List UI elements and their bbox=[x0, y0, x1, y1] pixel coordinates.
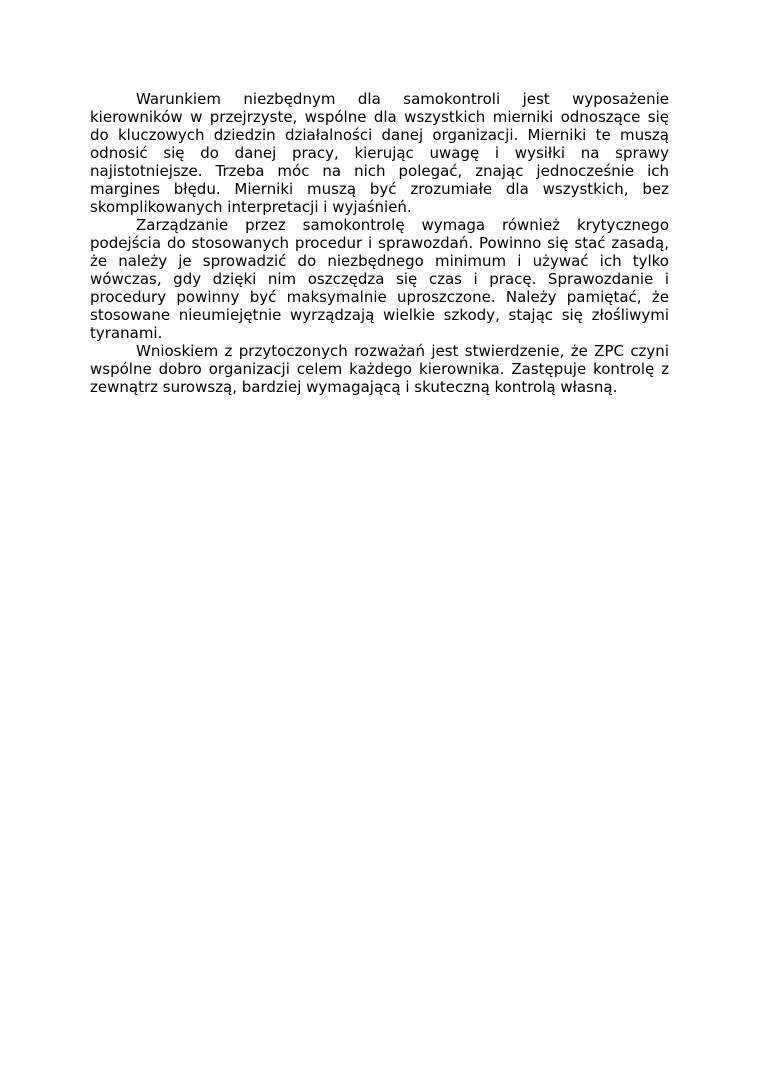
paragraph-conclusion: Wnioskiem z przytoczonych rozważań jest stwierdzenie, że ZPC czyni wspólne dobro organizacji celem każdego kierownika. Zastępuje kontrolę z zewnątrz surowszą, bardziej wymagającą i skuteczną kontrolą własną. bbox=[90, 342, 669, 396]
paragraph-procedures: Zarządzanie przez samokontrolę wymaga również krytycznego podejścia do stosowanych procedur i sprawozdań. Powinno się stać zasadą, że należy je sprowadzić do niezbędnego minimum i używać ich tylko wówczas, gdy dzięki nim oszczędza się czas i pracę. Sprawozdanie i procedury powinny być maksymalnie uproszczone. Należy pamiętać, że stosowane nieumiejętnie wyrządzają wielkie szkody, stając się złośliwymi tyranami. bbox=[90, 216, 669, 342]
document-body bbox=[90, 90, 669, 396]
paragraph-measures: Warunkiem niezbędnym dla samokontroli jest wyposażenie kierowników w przejrzyste, wspólne dla wszystkich mierniki odnoszące się do kluczowych dziedzin działalności danej organizacji. Mierniki te muszą odnosić się do danej pracy, kierując uwagę i wysiłki na sprawy najistotniejsze. Trzeba móc na nich polegać, znając jednocześnie ich margines błędu. Mierniki muszą być zrozumiałe dla wszystkich, bez skomplikowanych interpretacji i wyjaśnień. bbox=[90, 90, 669, 216]
